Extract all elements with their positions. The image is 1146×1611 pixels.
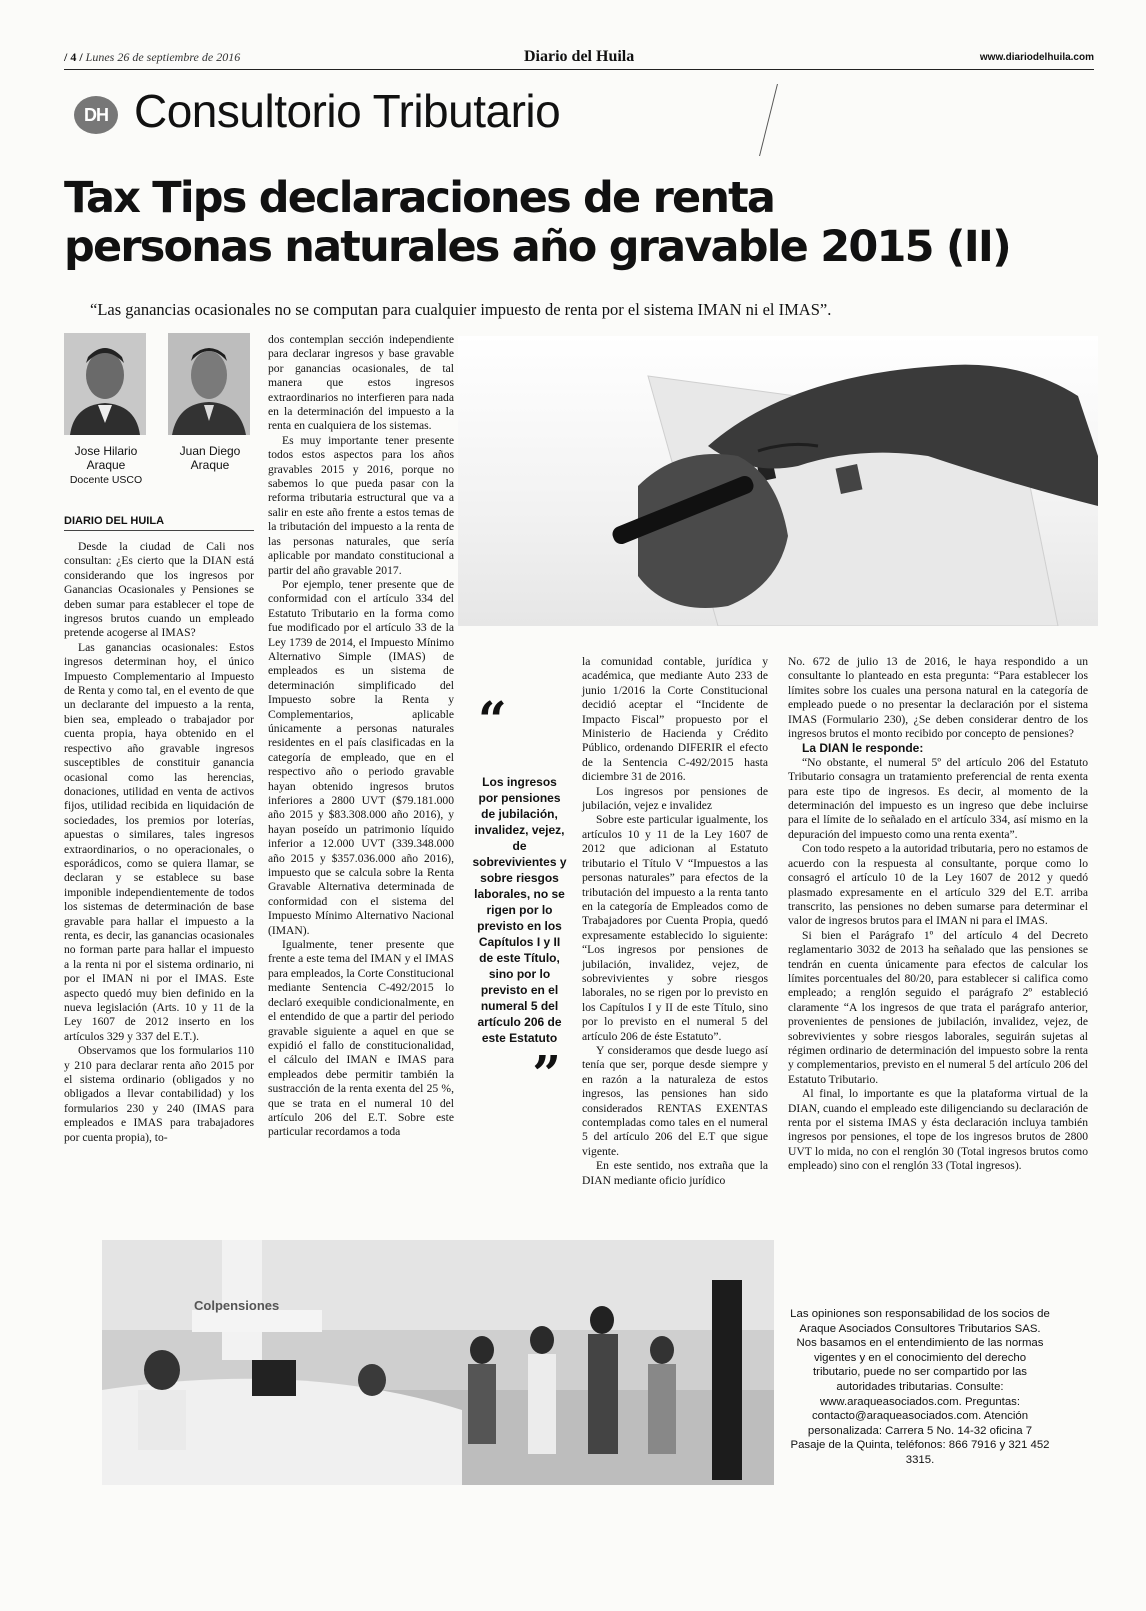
- section-divider: [720, 84, 778, 156]
- pull-quote-text: Los ingresos por pensiones de jubilación, invalidez, vejez, de sobrevivientes y sobre riesgos laborales, no se rigen por lo previsto en los Capítulos I y II de este Título, sino por lo previsto en el numeral 5 del artículo 206 de este Estatuto: [472, 775, 567, 1045]
- paragraph: Desde la ciudad de Cali nos consultan: ¿Es cierto que la DIAN está considerando que los ingresos por Ganancias Ocasionales y Pensiones se deben sumar para establecer el tope de ingresos brutos cuando un empleado pretende acogerse al IMAS?: [64, 540, 254, 640]
- paragraph: dos contemplan sección independiente para declarar ingresos y base gravable por ganancias ocasionales, de tal manera que estos ingresos extraordinarios no interfieren para nada en la determinación del impuesto a la renta en cualquiera de los sistemas.: [268, 333, 454, 433]
- author-portrait-icon: [168, 333, 250, 435]
- dh-logo: DH: [74, 96, 118, 134]
- hand-with-pen-icon: [458, 336, 1098, 626]
- author-portrait-icon: [64, 333, 146, 435]
- page-header: [64, 48, 1094, 70]
- article-column-1: [64, 540, 254, 1145]
- section-banner: [74, 84, 754, 144]
- paragraph: En este sentido, nos extraña que la DIAN mediante oficio jurídico: [582, 1159, 768, 1187]
- paragraph: Por ejemplo, tener presente que de conformidad con el artículo 334 del Estatuto Tributario en la forma como fue modificado por el artículo 33 de la Ley 1739 de 2014, el Impuesto Mínimo Alternativo Simple (IMAS) de empleados es un sistema de determinación simplificado del Impuesto sobre la Renta y Complementarios, aplicable únicamente a personas naturales residentes en el país clasificadas en la categoría de empleado, que en el respectivo año o periodo gravable hayan obtenido ingresos brutos inferiores a 2800 UVT ($79.181.000 año 2015 y $83.308.000 año 2016), y hayan poseído un patrimonio líquido inferior a 12.000 UVT (339.348.000 año 2015 y $357.036.000 año 2016), impuesto que se calcula sobre la Renta Gravable Alternativa determinada de conformidad con el sistema del Impuesto Mínimo Alternativo Nacional (IMAN).: [268, 577, 454, 937]
- article-column-4: [788, 655, 1088, 1174]
- paragraph: la comunidad contable, jurídica y académica, que mediante Auto 233 de junio 1/2016 la Corte Constitucional decidió aceptar el “Incidente de Impacto Fiscal” propuesto por el Ministerio de Hacienda y Crédito Público, ordenando DIFERIR el efecto de la Sentencia C-492/2015 hasta diciembre 31 de 2016.: [582, 655, 768, 784]
- headline-line-2: personas naturales año gravable 2015 (II): [64, 222, 1010, 272]
- paragraph: Sobre este particular igualmente, los artículos 10 y 11 de la Ley 1607 de 2012 que adicionan al Estatuto tributario el Título V “Impuestos a las personas naturales” para efectos de la tributación del impuesto a la renta tanto en la categoría de Empleados como de Trabajadores por Cuenta Propia, quedó expresamente establecido lo siguiente: “Los ingresos por pensiones de jubilación, invalidez, vejez, de sobrevivientes y sobre riesgos laborales, no se rigen por lo previsto en los Capítulos I y II de este Título, sino por lo previsto en el numeral 5 del artículo 206 de éste Estatuto”.: [582, 813, 768, 1043]
- paragraph: Igualmente, tener presente que frente a este tema del IMAN y el IMAS para empleados, la Corte Constitucional mediante Sentencia C-492/2015 lo declaró exequible condicionalmente, en el entendido de que a partir del periodo gravable siguiente a aquel en que se expidió el fallo de constitucionalidad, el cálculo del IMAN e IMAS para empleados debe permitir también la sustracción de la renta exenta del 25 %, que se trata en el numeral 10 del artículo 206 del E.T. Sobre este particular recordamos a toda: [268, 938, 454, 1139]
- close-quote-mark: ”: [532, 1044, 561, 1103]
- author-photo-1: [64, 333, 146, 435]
- headline-line-1: Tax Tips declaraciones de renta: [64, 173, 775, 223]
- subheading: La DIAN le responde:: [802, 741, 924, 756]
- article-headline: [64, 174, 1104, 272]
- paragraph: “No obstante, el numeral 5º del artículo 206 del Estatuto Tributario consagra un tratamiento preferencial de renta exenta para este tipo de ingresos. Es decir, al momento de la determinación del impuesto es un ingreso que debe incluirse para el límite de lo señalado en el artículo 334, así mismo en la depuración del impuesto como una renta exenta”.: [788, 755, 1088, 841]
- paragraph: Es muy importante tener presente todos estos aspectos para los años gravables 2015 y 2016, porque no sabemos lo que pueda pasar con la reforma tributaria estructural que va a salir en este año frente a estos temas de la tributación del impuesto a la renta de las personas naturales, que sería aplicable por mandato constitucional a partir del año gravable 2017.: [268, 433, 454, 577]
- office-scene-icon: [102, 1240, 774, 1485]
- paragraph: Las ganancias ocasionales: Estos ingresos determinan hoy, el único Impuesto Complementario al Impuesto de Renta y como tal, en el evento de que un declarante del impuesto a la renta, bien sea, empleado o trabajador por cuenta propia, haya obtenido en el respectivo año gravable ingresos susceptibles de constituir ganancia ocasional como las herencias, donaciones, utilidad en venta de activos fijos, utilidad recibida en liquidación de sociedades, los premios por loterías, apuestas o similares, tales ingresos extraordinarios, o no operacionales, o esporádicos, como se quiera llamar, se declaran y se establece su base imponible independientemente de todos los sistemas de determinación de base gravable para hallar el impuesto a la renta, es decir, las ganancias ocasionales no forman parte para hallar el impuesto a la renta ni por el sistema ordinario, ni por el IMAN ni por el IMAS. Este aspecto quedó muy bien definido en la nueva legislación (Arts. 10 y 11 de la Ley 1607 de 2012 inserto en los artículos 329 y 337 del E.T.).: [64, 640, 254, 1043]
- paragraph: Y consideramos que desde luego así tenía que ser, porque desde siempre y en razón a la naturaleza de estos ingresos, las pensiones han sido considerados RENTAS EXENTAS contempladas como tales en el numeral 5 del artículo 206 del E.T que sigue vigente.: [582, 1043, 768, 1158]
- article-column-3: [582, 655, 768, 1188]
- website-link[interactable]: www.diariodelhuila.com: [979, 52, 1094, 63]
- pull-quote: [472, 690, 567, 1103]
- paragraph: Al final, lo importante es que la plataforma virtual de la DIAN, cuando el empleado este diligenciando su declaración de renta por el sistema IMAS y ésta declaración incluya también ingresos por pensiones, el tope de los ingresos brutos de 2800 UVT lo mida, no con el renglón 30 (Total ingresos brutos como empleado) sino con el renglón 33 (Total ingresos).: [788, 1087, 1088, 1173]
- paragraph: Si bien el Parágrafo 1º del artículo 4 del Decreto reglamentario 3032 de 2013 ha señalado que las pensiones se tendrán en cuenta únicamente para efectos de calcular los límites porcentuales del 80/20, para establecer si califica como empleado; a renglón seguido el parágrafo 2º estableció claramente “A los ingresos de que trata el parágrafo anterior, provenientes de pensiones de jubilación, invalidez, vejez, de sobrevivientes y sobre riesgos laborales, seguirán sujetas al régimen ordinario de determinación del impuesto sobre la renta y complementarios, previsto en el numeral 5 del artículo 206 del Estatuto Tributario.: [788, 928, 1088, 1086]
- paragraph: Los ingresos por pensiones de jubilación, vejez e invalidez: [582, 784, 768, 813]
- issue-date: Lunes 26 de septiembre de 2016: [85, 50, 241, 64]
- byline: DIARIO DEL HUILA: [64, 515, 254, 531]
- author-name-1: Jose Hilario Araque: [74, 444, 138, 472]
- photo-hand-document: [458, 336, 1098, 626]
- article-subhead: “Las ganancias ocasionales no se computan para cualquier impuesto de renta por el sistema IMAN ni el IMAS”.: [90, 300, 832, 319]
- paragraph: Observamos que los formularios 110 y 210 para declarar renta año 2015 por el sistema ordinario (obligados y no obligados a llevar contabilidad) y los formularios 230 y 240 (IMAS para empleados e IMAS para trabajadores por cuenta propia), to-: [64, 1044, 254, 1144]
- author-photo-2: [168, 333, 250, 435]
- disclaimer: Las opiniones son responsabilidad de los socios de Araque Asociados Consultores Tributarios SAS. Nos basamos en el entendimiento de las normas vigentes y en el conocimiento del derecho tributario, puede no ser compartido por las autoridades tributarias. Consulte: www.araqueasociados.com. Preguntas: contacto@araqueasociados.com. Atención personalizada: Carrera 5 No. 14-32 oficina 7 Pasaje de la Quinta, teléfonos: 866 7916 y 321 452 3315.: [790, 1308, 1050, 1466]
- author-name-2: Juan Diego Araque: [179, 444, 241, 472]
- author-role-1: Docente USCO: [69, 474, 143, 486]
- section-title: Consultorio Tributario: [134, 85, 561, 137]
- colpensiones-sign: Colpensiones: [194, 1298, 280, 1313]
- paragraph: No. 672 de julio 13 de 2016, le haya respondido a un consultante lo planteado en esta pregunta: “Para establecer los límites sobre los cuales una persona natural en la categoría de empleado puede o no presentar la declaración por el sistema IMAS (Formulario 230), ¿Se deben considerar dentro de los ingresos brutos el monto recibido por concepto de pensiones?: [788, 655, 1088, 741]
- page-info: [64, 50, 240, 65]
- open-quote-mark: “: [478, 690, 507, 749]
- photo-colpensiones-office: [102, 1240, 774, 1485]
- page-number: / 4 /: [64, 50, 83, 64]
- newspaper-name: Diario del Huila: [524, 48, 635, 65]
- paragraph: Con todo respeto a la autoridad tributaria, pero no estamos de acuerdo con la respuesta al consultante, porque como lo consagró el artículo 10 de la Ley 1607 de 2012 y quedó plasmado expresamente en el artículo 329 del E.T. arriba transcrito, las pensiones no deben sumarse para determinar el valor de ingresos brutos para el IMAN ni para el IMAS.: [788, 842, 1088, 928]
- article-column-2: [268, 333, 454, 1140]
